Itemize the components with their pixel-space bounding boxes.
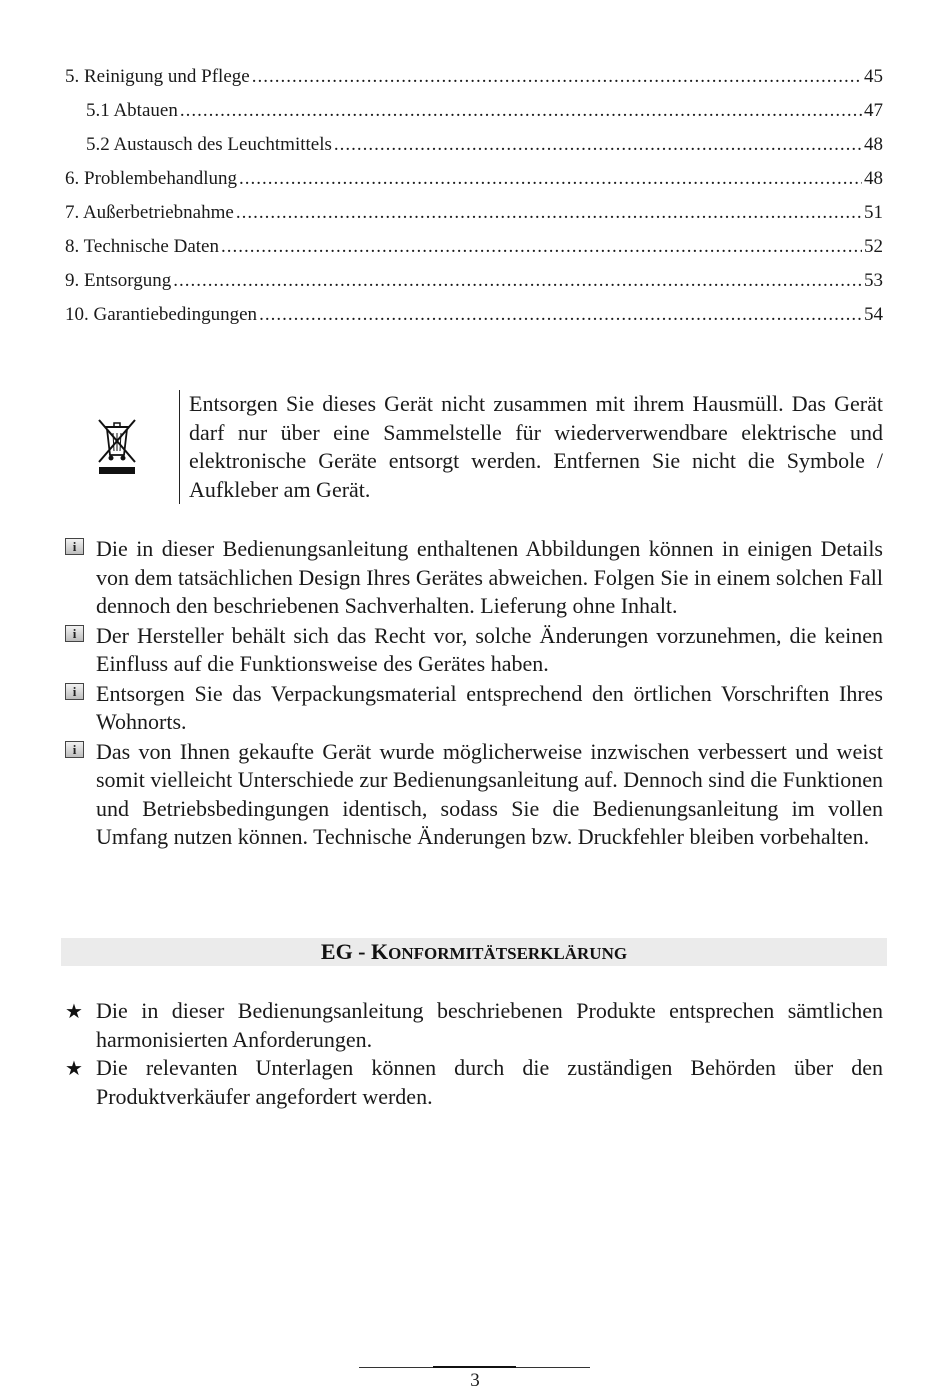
disposal-text: Entsorgen Sie dieses Gerät nicht zusammen mit ihrem Hausmüll. Das Gerät darf nur über eine Sammelstelle für wiederverwendbare elektrische und elektronische Geräte entsorgt werden. Entfernen Sie nicht die Symbole / Aufkleber am Gerät. [179,390,883,504]
toc-entry[interactable] [65,166,883,200]
toc-entry[interactable] [65,64,883,98]
conformity-list [65,997,883,1111]
toc-leader-dots [334,132,862,158]
toc-leader-dots [180,98,862,124]
toc-entry[interactable] [65,302,883,336]
footer-divider-accent [433,1366,516,1368]
toc-entry[interactable] [65,268,883,302]
toc-entry-label: 5. Reinigung und Pflege [65,66,250,87]
star-bullet-icon: ★ [65,999,83,1023]
toc-entry-label: 6. Problembehandlung [65,168,238,189]
toc-leader-dots [252,64,862,90]
toc-leader-dots [221,234,862,260]
info-note [65,622,883,679]
toc-entry[interactable] [65,200,883,234]
toc-entry-label: 5.1 Abtauen [86,100,178,121]
toc-entry[interactable] [65,132,883,166]
toc-entry-label: 5.2 Austausch des Leuchtmittels [86,134,332,155]
toc-entry-page: 52 [864,236,883,257]
table-of-contents [65,64,883,336]
info-note [65,738,883,852]
toc-entry-label: 8. Technische Daten [65,236,219,257]
info-note [65,535,883,621]
info-note-text: Das von Ihnen gekaufte Gerät wurde möglicherweise inzwischen verbessert und weist somit vielleicht Unterschiede zur Bedienungsanleitung auf. Dennoch sind die Funktionen und Betriebsbedingungen identisch, sodass Sie die Bedienungsanleitung im vollen Umfang nutzen können. Technische Änderungen bzw. Druckfehler bleiben vorbehalten. [96,738,883,849]
conformity-item [65,997,883,1054]
info-notes [65,535,883,853]
toc-entry-page: 47 [864,100,883,121]
toc-entry-label: 9. Entsorgung [65,270,172,291]
toc-leader-dots [259,302,862,328]
toc-entry-page: 48 [864,134,883,155]
conformity-item-text: Die relevanten Unterlagen können durch die zuständigen Behörden über den Produktverkäufer angefordert werden. [96,1055,883,1109]
toc-entry-page: 54 [864,304,883,325]
page-number: 3 [470,1370,480,1391]
section-heading-conformity [61,938,887,966]
toc-leader-dots [239,166,862,192]
toc-entry-page: 53 [864,270,883,291]
crossed-out-wheeled-bin-icon [95,418,141,476]
info-note-text: Entsorgen Sie das Verpackungsmaterial entsprechend den örtlichen Vorschriften Ihres Wohnorts. [96,680,883,734]
star-bullet-icon: ★ [65,1056,83,1080]
heading-prefix: EG - K [320,939,389,964]
info-icon: i [65,625,84,642]
toc-entry-label: 10. Garantiebedingungen [65,304,258,325]
info-note-text: Der Hersteller behält sich das Recht vor, solche Änderungen vorzunehmen, die keinen Einfluss auf die Funktionsweise des Gerätes haben. [96,622,883,676]
toc-leader-dots [173,268,862,294]
toc-entry[interactable] [65,234,883,268]
heading-rest: ONFORMITÄTSERKLÄRUNG [388,944,628,963]
toc-entry-label: 7. Außerbetriebnahme [65,202,234,223]
info-note-text: Die in dieser Bedienungsanleitung enthaltenen Abbildungen können in einigen Details von dem tatsächlichen Design Ihres Gerätes abweichen. Folgen Sie in einem solchen Fall dennoch den beschriebenen Sachverhalten. Lieferung ohne Inhalt. [96,536,883,618]
toc-leader-dots [236,200,862,226]
conformity-item-text: Die in dieser Bedienungsanleitung beschriebenen Produkte entsprechen sämtlichen harmonisierten Anforderungen. [96,998,883,1052]
toc-entry-page: 51 [864,202,883,223]
conformity-item [65,1054,883,1111]
disposal-notice [65,390,883,505]
info-icon: i [65,741,84,758]
toc-entry-page: 45 [864,66,883,87]
toc-entry-page: 48 [864,168,883,189]
toc-entry[interactable] [65,98,883,132]
info-note [65,680,883,737]
info-icon: i [65,683,84,700]
info-icon: i [65,538,84,555]
